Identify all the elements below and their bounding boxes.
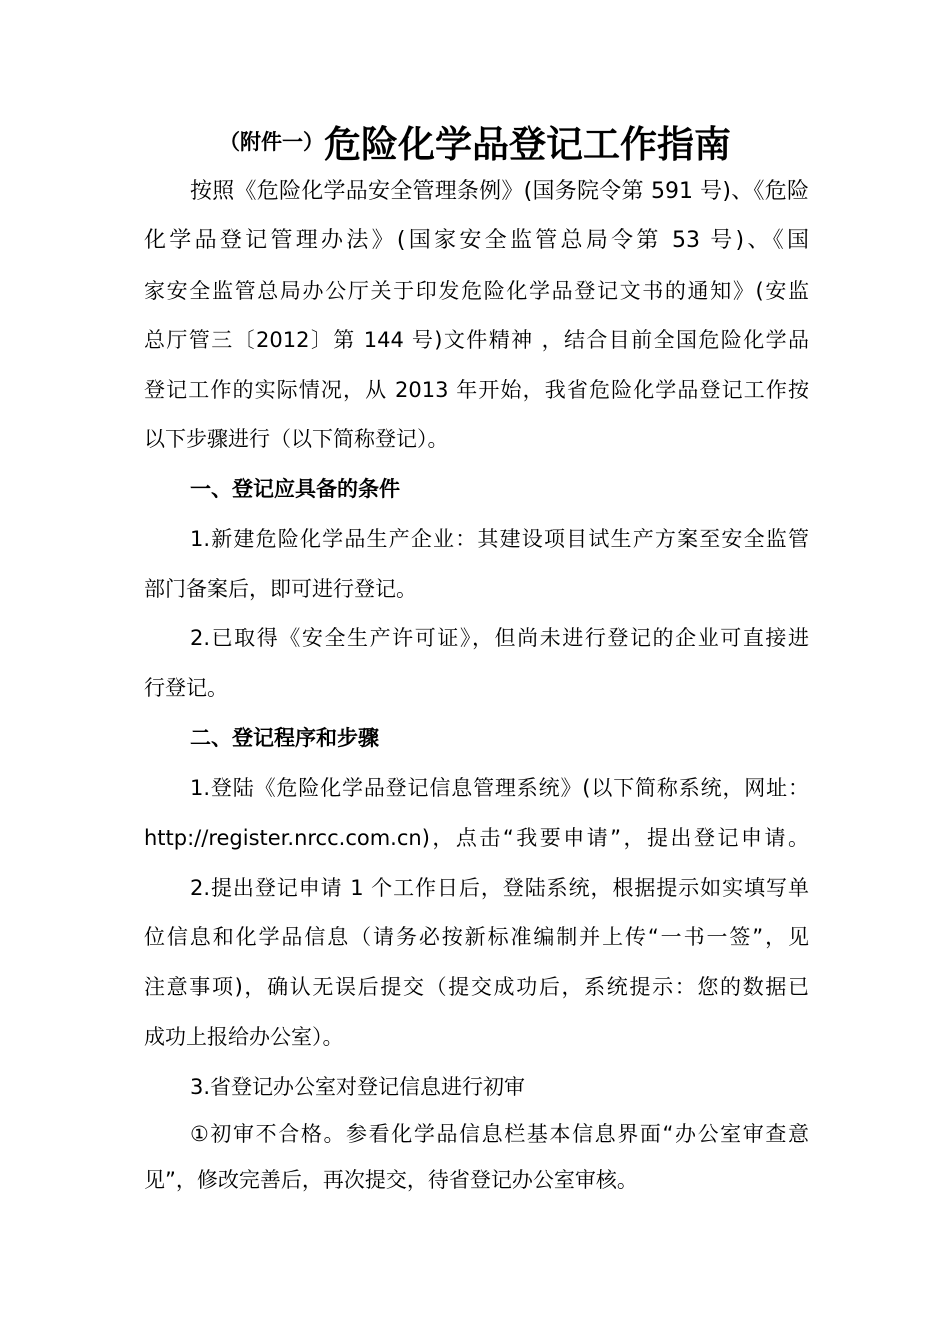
paragraph-line: 1.新建危险化学品生产企业：其建设项目试生产方案至安全监管 (190, 527, 809, 551)
title-main: 危险化学品登记工作指南 (324, 123, 731, 166)
paragraph-line: 2.已取得《安全生产许可证》，但尚未进行登记的企业可直接进 (190, 626, 809, 650)
paragraph-line: 行登记。 (144, 676, 228, 700)
paragraph-line: 位信息和化学品信息（请务必按新标准编制并上传“一书一签”，见 (144, 925, 809, 949)
paragraph-line: 部门备案后，即可进行登记。 (144, 577, 417, 601)
paragraph-line: 登记工作的实际情况，从 2013 年开始，我省危险化学品登记工作按 (144, 378, 809, 402)
paragraph-line: 见”，修改完善后，再次提交，待省登记办公室审核。 (144, 1168, 638, 1192)
paragraph-line: 家安全监管总局办公厅关于印发危险化学品登记文书的通知》(安监 (144, 279, 809, 303)
paragraph-line: 以下步骤进行（以下简称登记）。 (144, 427, 449, 451)
document-title (0, 114, 950, 170)
paragraph-line: 注意事项)，确认无误后提交（提交成功后，系统提示：您的数据已 (144, 975, 809, 999)
paragraph-line: 2.提出登记申请 1 个工作日后，登陆系统，根据提示如实填写单 (190, 876, 809, 900)
paragraph-line: 总厅管三〔2012〕第 144 号)文件精神 ，结合目前全国危险化学品 (144, 328, 809, 352)
paragraph-line: http://register.nrcc.com.cn)，点击“我要申请”，提出登记申请。 (144, 826, 809, 850)
section-heading: 二、登记程序和步骤 (190, 726, 379, 750)
paragraph-line: 化学品登记管理办法》(国家安全监管总局令第 53 号)、《国 (144, 228, 809, 253)
section-heading: 一、登记应具备的条件 (190, 477, 400, 501)
paragraph-line: 3.省登记办公室对登记信息进行初审 (190, 1075, 526, 1099)
paragraph-line: 按照《危险化学品安全管理条例》(国务院令第 591 号)、《危险 (190, 179, 809, 204)
paragraph-line: 成功上报给办公室）。 (144, 1025, 344, 1049)
paragraph-line: 1.登陆《危险化学品登记信息管理系统》(以下简称系统，网址： (190, 776, 809, 800)
title-prefix: （附件一） (219, 130, 324, 154)
paragraph-line: ①初审不合格。参看化学品信息栏基本信息界面“办公室审查意 (190, 1122, 809, 1146)
